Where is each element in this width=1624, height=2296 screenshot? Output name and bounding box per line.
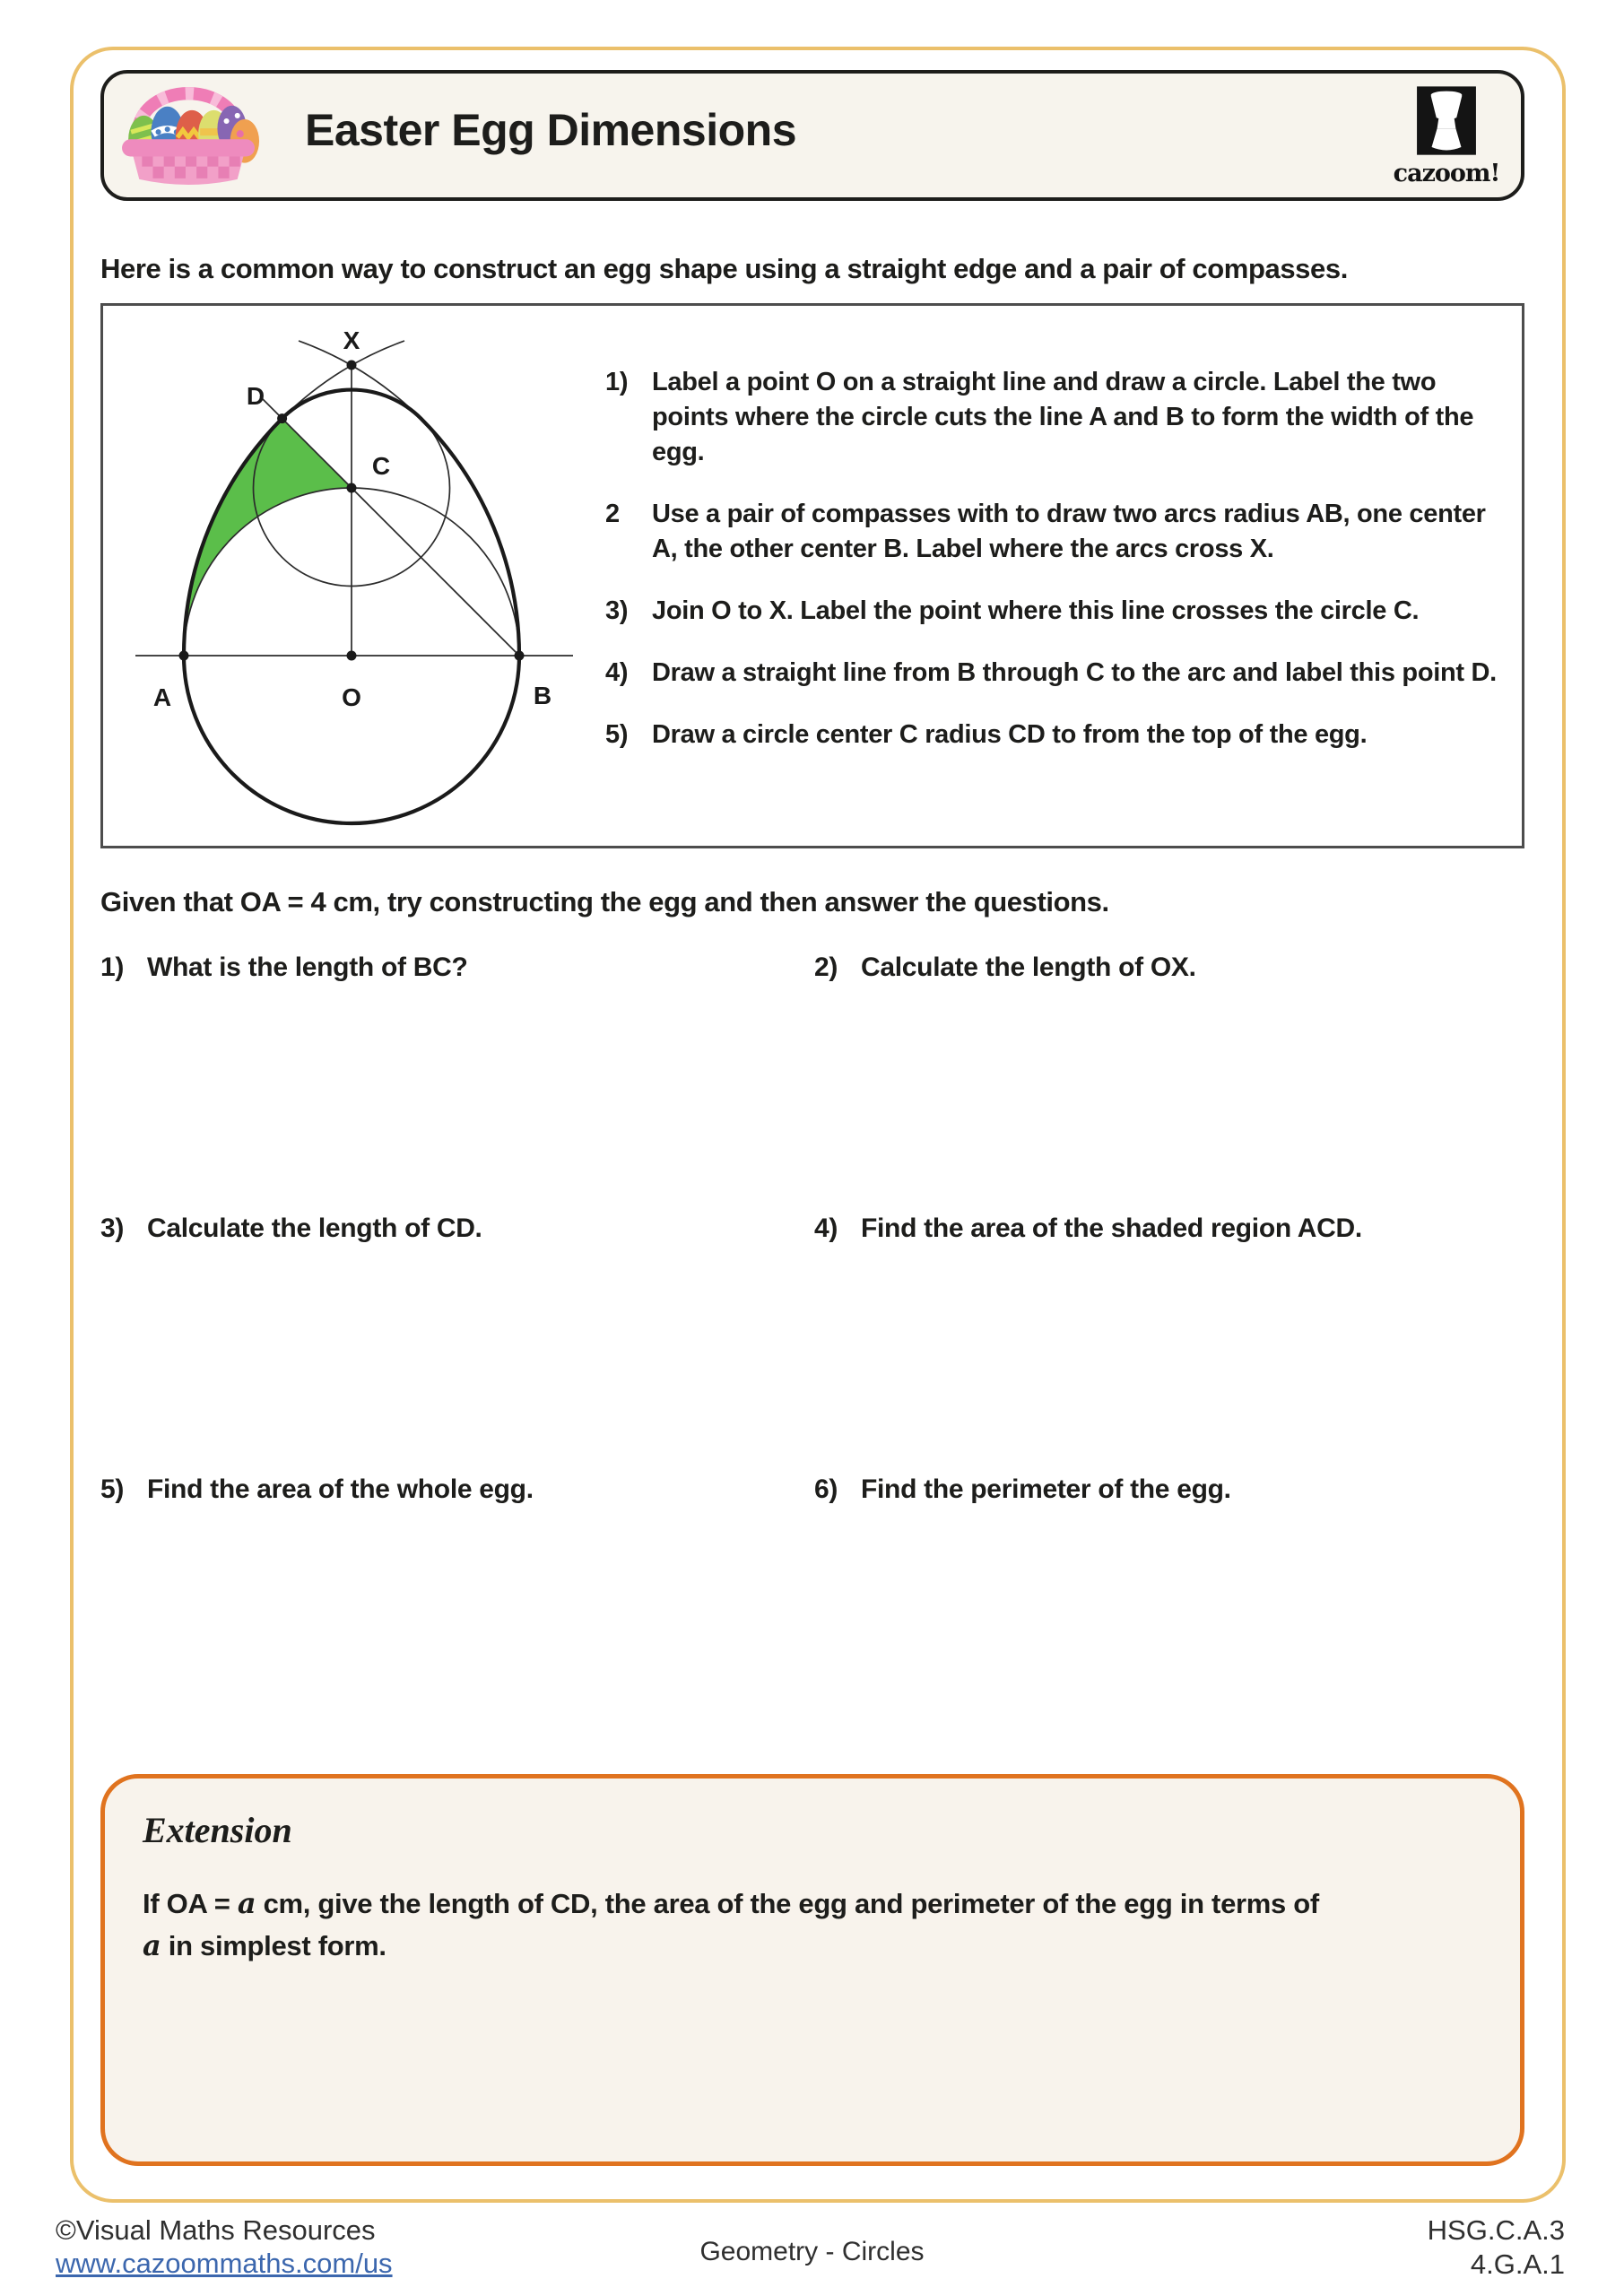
point-label-c: C	[371, 452, 391, 480]
step-text: Draw a circle center C radius CD to from the top of the egg.	[652, 720, 1368, 749]
extension-text-segment: cm, give the length of CD, the area of the egg and perimeter of the egg in terms of	[256, 1888, 1319, 1919]
question-text: Find the area of the shaded region ACD.	[861, 1213, 1362, 1243]
question-item	[814, 1213, 1524, 1474]
point-label-d: D	[246, 382, 265, 410]
construction-step	[605, 594, 1500, 629]
easter-basket-icon	[109, 52, 267, 188]
step-number: 3)	[605, 596, 629, 625]
point-dot-x	[347, 361, 357, 370]
line-bcd	[260, 396, 519, 656]
question-text: What is the length of BC?	[147, 952, 468, 982]
extension-text-segment: If OA =	[143, 1888, 238, 1919]
extension-title: Extension	[143, 1810, 292, 1850]
question-number: 5)	[100, 1474, 125, 1504]
intro-text: Here is a common way to construct an egg shape using a straight edge and a pair of compasses.	[100, 253, 1348, 284]
website-link[interactable]: www.cazoommaths.com/us	[56, 2248, 393, 2279]
construction-steps	[604, 306, 1522, 846]
question-text: Find the area of the whole egg.	[147, 1474, 534, 1504]
construction-diagram	[119, 313, 604, 844]
kazoo-icon	[1411, 86, 1481, 161]
step-number: 4)	[605, 658, 629, 687]
extension-box	[100, 1774, 1524, 2166]
point-dot-a	[179, 651, 189, 661]
point-label-a: A	[152, 683, 172, 711]
question-number: 6)	[814, 1474, 838, 1504]
question-number: 1)	[100, 952, 125, 982]
point-dot-b	[515, 651, 525, 661]
extension-body	[143, 1883, 1470, 1967]
point-label-o: O	[342, 683, 361, 711]
extension-text-segment: in simplest form.	[161, 1930, 386, 1961]
footer-topic: Geometry - Circles	[699, 2237, 925, 2266]
point-label-b: B	[533, 682, 552, 709]
question-number: 3)	[100, 1213, 125, 1243]
step-number: 5)	[605, 720, 629, 749]
point-dot-c	[347, 483, 357, 493]
step-text: Label a point O on a straight line and draw a circle. Label the two points where the circle cuts the line A and B to form the width of the egg.	[652, 368, 1474, 466]
question-item	[814, 1474, 1524, 1735]
step-text: Join O to X. Label the point where this line crosses the circle C.	[652, 596, 1420, 625]
math-variable: a	[237, 1886, 256, 1920]
construction-step	[605, 656, 1500, 691]
standard-code-1: HSG.C.A.3	[1427, 2214, 1565, 2246]
question-number: 2)	[814, 952, 838, 982]
cazoom-logo-text: cazoom!	[1393, 160, 1500, 187]
math-variable: a	[143, 1928, 161, 1962]
questions-grid	[100, 952, 1524, 1735]
footer-standards	[1428, 2213, 1565, 2282]
step-text: Draw a straight line from B through C to the arc and label this point D.	[652, 658, 1497, 687]
question-item	[814, 952, 1524, 1213]
construction-step	[605, 497, 1500, 567]
question-number: 4)	[814, 1213, 838, 1243]
step-number: 2	[605, 500, 620, 528]
construction-panel	[100, 303, 1524, 848]
question-text: Calculate the length of OX.	[861, 952, 1196, 982]
shaded-region-acd	[184, 419, 352, 656]
question-item	[100, 1474, 814, 1735]
question-item	[100, 952, 814, 1213]
point-dot-d	[277, 413, 287, 423]
cazoom-logo	[1379, 86, 1514, 196]
point-label-x: X	[343, 326, 360, 354]
step-text: Use a pair of compasses with to draw two arcs radius AB, one center A, the other center B. Label where the arcs cross X.	[652, 500, 1486, 563]
step-number: 1)	[605, 368, 629, 396]
given-statement: Given that OA = 4 cm, try constructing the egg and then answer the questions.	[100, 886, 1109, 918]
page-title: Easter Egg Dimensions	[305, 105, 796, 155]
copyright-text: ©Visual Maths Resources	[56, 2214, 376, 2246]
point-dot-o	[347, 651, 357, 661]
question-text: Calculate the length of CD.	[147, 1213, 482, 1243]
standard-code-2: 4.G.A.1	[1470, 2248, 1565, 2280]
construction-step	[605, 718, 1500, 752]
question-text: Find the perimeter of the egg.	[861, 1474, 1231, 1504]
question-item	[100, 1213, 814, 1474]
construction-step	[605, 365, 1500, 470]
